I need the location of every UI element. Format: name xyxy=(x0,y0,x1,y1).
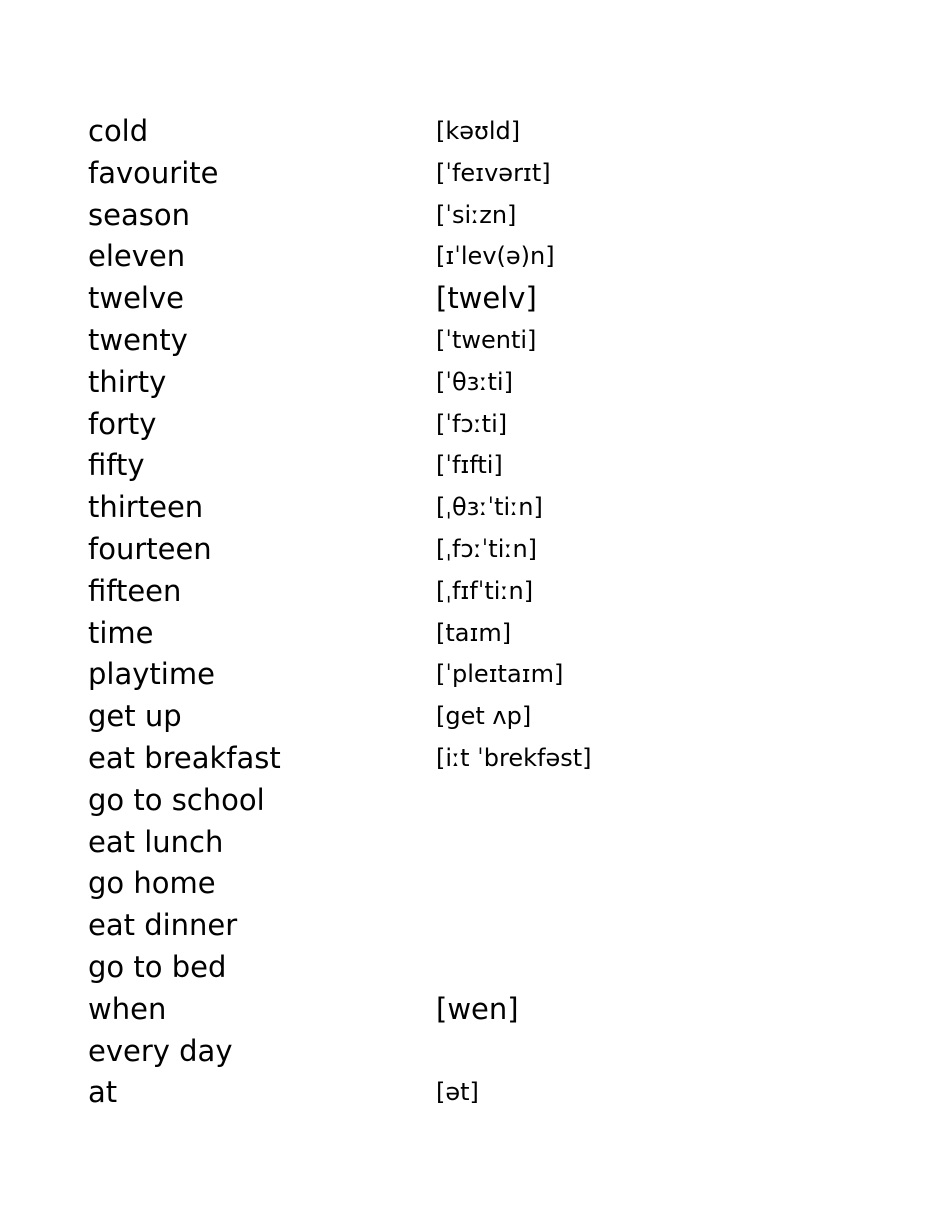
vocab-word: favourite xyxy=(88,155,219,190)
vocab-word: go to bed xyxy=(88,949,227,984)
vocab-phonetic: [kəʊld] xyxy=(436,117,521,145)
vocab-phonetic: [ˌfɪfˈtiːn] xyxy=(436,576,534,605)
vocab-word: thirty xyxy=(88,364,167,399)
vocab-row xyxy=(88,905,888,947)
vocab-word: at xyxy=(88,1075,118,1110)
vocab-word: fourteen xyxy=(88,531,212,566)
vocab-word: thirteen xyxy=(88,490,204,525)
vocab-row xyxy=(88,195,888,237)
vocab-row xyxy=(88,1031,888,1073)
vocab-phonetic: [wen] xyxy=(436,991,519,1026)
vocab-phonetic: [taɪm] xyxy=(436,618,512,647)
vocab-word: eat lunch xyxy=(88,824,224,859)
vocab-word: fifty xyxy=(88,448,145,483)
vocab-phonetic: [ˌfɔːˈtiːn] xyxy=(436,534,538,563)
vocab-phonetic: [ˈθɜːti] xyxy=(436,367,513,396)
vocab-row xyxy=(88,571,888,613)
vocab-word: get up xyxy=(88,699,182,734)
vocab-row xyxy=(88,738,888,780)
vocab-row xyxy=(88,863,888,905)
vocab-word: when xyxy=(88,991,167,1026)
vocab-word: forty xyxy=(88,406,157,441)
vocab-row xyxy=(88,487,888,529)
vocab-row xyxy=(88,445,888,487)
vocab-phonetic: [ˈfɪfti] xyxy=(436,451,503,480)
vocab-word: go home xyxy=(88,866,216,901)
vocab-word: twelve xyxy=(88,281,184,316)
vocab-word: fifteen xyxy=(88,573,182,608)
vocab-phonetic: [iːt ˈbrekfəst] xyxy=(436,743,592,772)
vocab-word: every day xyxy=(88,1033,233,1068)
vocab-word: season xyxy=(88,197,190,232)
vocab-row xyxy=(88,780,888,822)
vocab-phonetic: [ˈfeɪvərɪt] xyxy=(436,158,551,187)
vocab-phonetic: [ˈpleɪtaɪm] xyxy=(436,660,564,689)
vocab-word: eleven xyxy=(88,239,186,274)
vocab-row xyxy=(88,654,888,696)
vocab-row xyxy=(88,111,888,153)
vocab-phonetic: [twelv] xyxy=(436,281,537,316)
vocab-row xyxy=(88,822,888,864)
vocab-word: eat breakfast xyxy=(88,740,281,775)
vocab-word: go to school xyxy=(88,782,265,817)
vocab-word: cold xyxy=(88,114,149,148)
vocab-row xyxy=(88,153,888,195)
vocab-row xyxy=(88,362,888,404)
vocabulary-list xyxy=(88,111,888,1114)
vocab-row xyxy=(88,989,888,1031)
vocab-row xyxy=(88,696,888,738)
vocab-row xyxy=(88,320,888,362)
vocab-word: playtime xyxy=(88,657,215,692)
vocab-row xyxy=(88,529,888,571)
vocab-row xyxy=(88,278,888,320)
vocab-phonetic: [ət] xyxy=(436,1078,479,1107)
vocab-phonetic: [ˌθɜːˈtiːn] xyxy=(436,493,543,522)
vocab-phonetic: [ˈfɔːti] xyxy=(436,409,508,438)
vocab-phonetic: [ˈtwenti] xyxy=(436,325,537,354)
vocab-row xyxy=(88,947,888,989)
vocab-phonetic: [ɪˈlev(ə)n] xyxy=(436,242,555,271)
vocab-word: eat dinner xyxy=(88,908,238,943)
vocab-row xyxy=(88,404,888,446)
vocab-word: twenty xyxy=(88,322,188,357)
vocab-phonetic: [ˈsiːzn] xyxy=(436,200,517,229)
vocab-row xyxy=(88,1072,888,1114)
vocab-row xyxy=(88,236,888,278)
vocab-row xyxy=(88,613,888,655)
vocab-phonetic: [get ʌp] xyxy=(436,702,532,731)
vocab-word: time xyxy=(88,615,154,650)
